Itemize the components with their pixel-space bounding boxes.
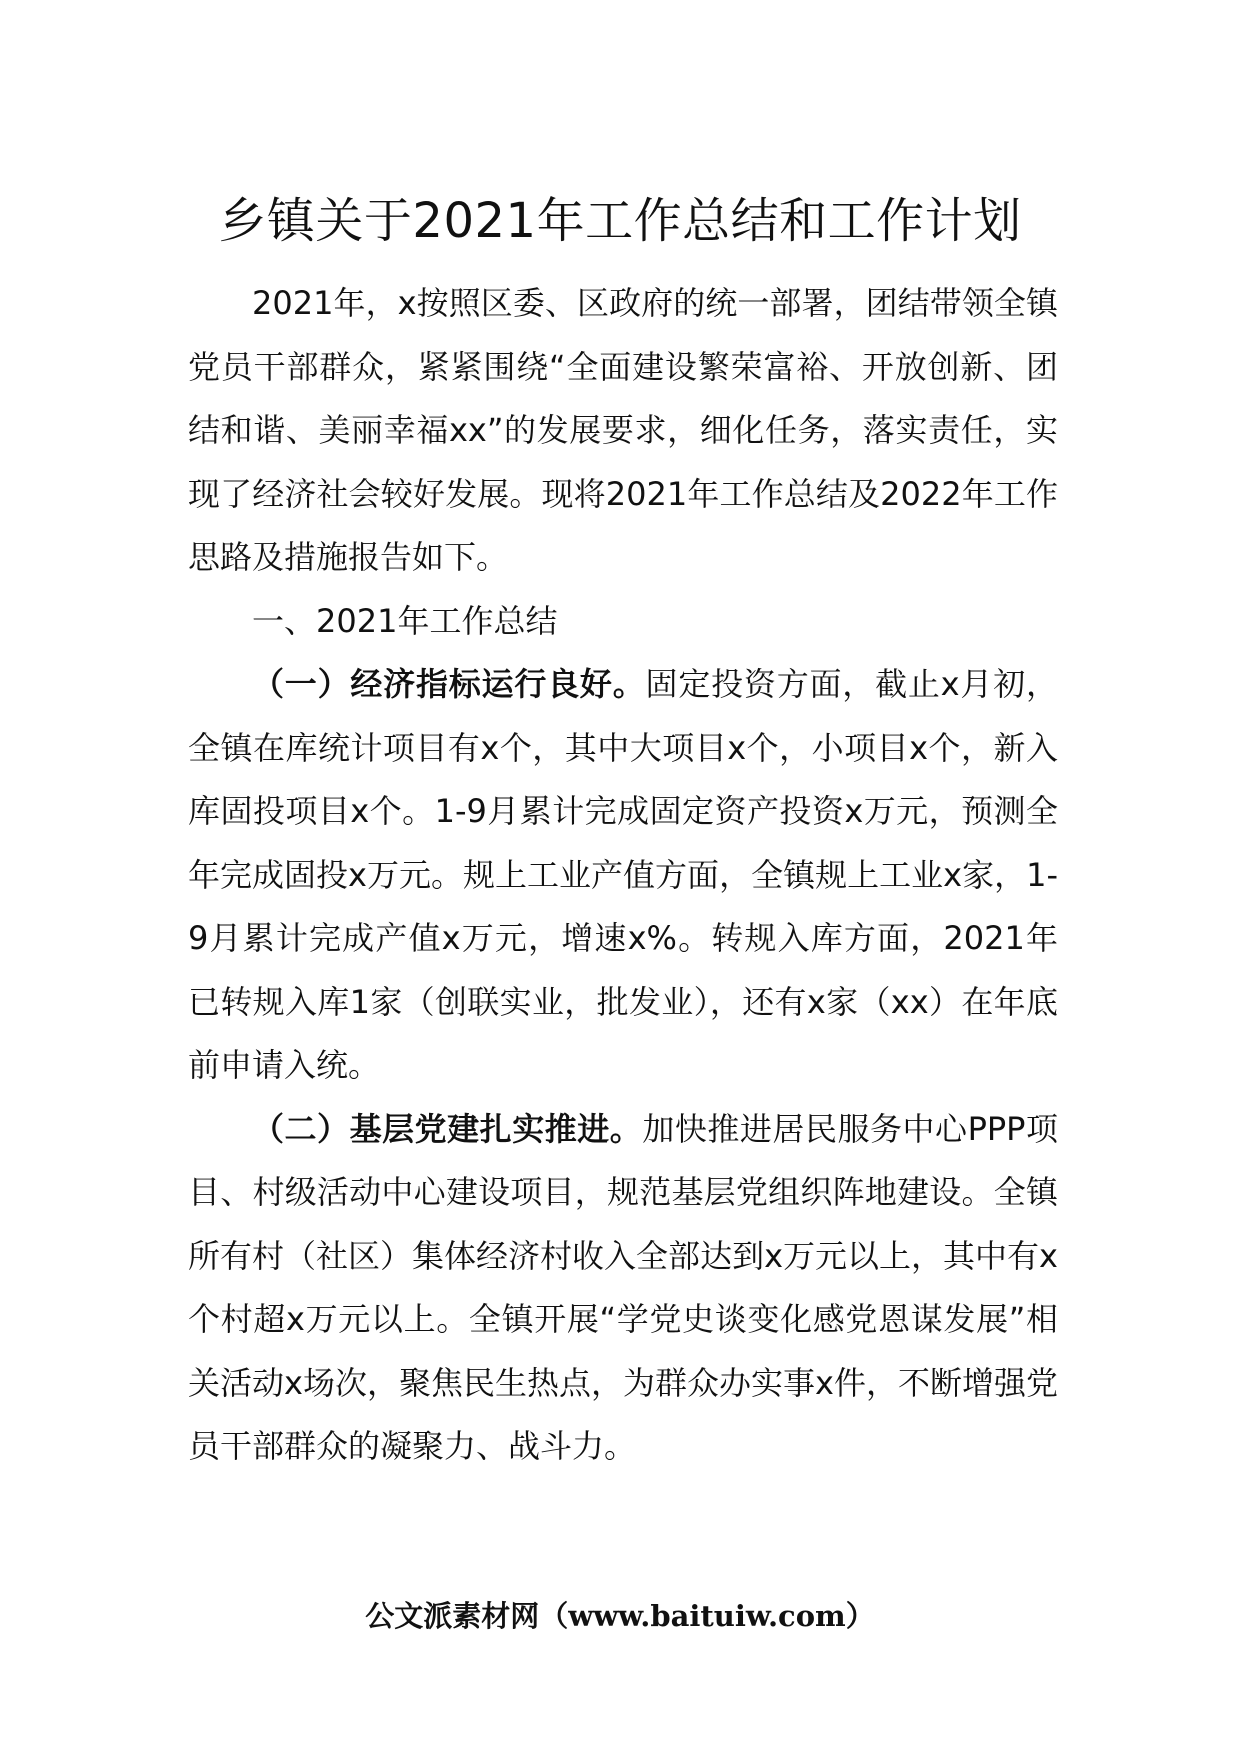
intro-paragraph: 2021年，x按照区委、区政府的统一部署，团结带领全镇党员干部群众，紧紧围绕“全面建设繁荣富裕、开放创新、团结和谐、美丽幸福xx”的发展要求，细化任务，落实责任，实现了经济社会较好发展。现将2021年工作总结及2022年工作思路及措施报告如下。 xyxy=(188,284,1058,576)
source-watermark: 公文派素材网（www.baituiw.com） xyxy=(365,1599,875,1633)
item-heading-2: （二）基层党建扎实推进。 xyxy=(252,1109,643,1148)
item-paragraph-1 xyxy=(188,653,1058,1098)
document-body xyxy=(188,272,1058,1479)
item-heading-1: （一）经济指标运行良好。 xyxy=(252,665,646,703)
document-title: 乡镇关于2021年工作总结和工作计划 xyxy=(218,193,1022,249)
item-text-2: 加快推进居民服务中心PPP项目、村级活动中心建设项目，规范基层党组织阵地建设。全镇所有村（社区）集体经济村收入全部达到x万元以上，其中有x个村超x万元以上。全镇开展“学党史谈变化感党恩谋发展”相关活动x场次，聚焦民生热点，为群众办实事x件，不断增强党员干部群众的凝聚力、战斗力。 xyxy=(188,1109,1058,1465)
section-heading: 一、2021年工作总结 xyxy=(252,601,558,640)
item-paragraph-2 xyxy=(188,1098,1058,1479)
item-text-1: 固定投资方面，截止x月初，全镇在库统计项目有x个，其中大项目x个，小项目x个，新入库固投项目x个。1-9月累计完成固定资产投资x万元，预测全年完成固投x万元。规上工业产值方面，全镇规上工业x家，1-9月累计完成产值x万元，增速x%。转规入库方面，2021年已转规入库1家（创联实业，批发业），还有x家（xx）在年底前申请入统。 xyxy=(188,665,1058,1084)
